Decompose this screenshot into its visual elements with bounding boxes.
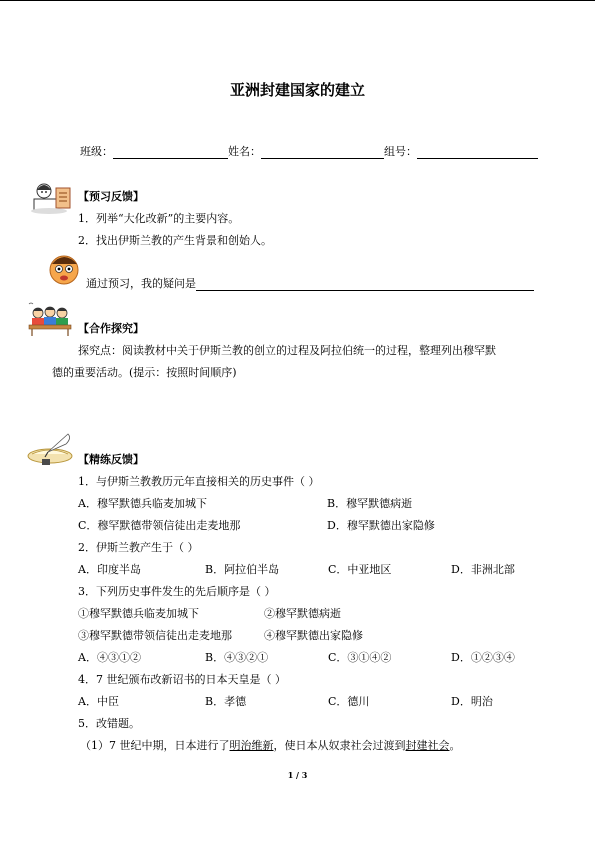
q2-option-c: C．中亚地区 — [328, 563, 392, 576]
q3-item-3: ③穆罕默德带领信徒出走麦地那 — [78, 629, 232, 642]
page-title: 亚洲封建国家的建立 — [229, 81, 365, 99]
q2-option-d: D．非洲北部 — [451, 563, 515, 576]
preview-question-1: 1．列举“大化改新”的主要内容。 — [78, 212, 240, 225]
q2-option-a: A．印度半岛 — [78, 563, 141, 576]
q3-option-a: A．④③①② — [78, 651, 141, 664]
top-border — [0, 0, 595, 1]
q4-option-d: D．明治 — [451, 695, 493, 708]
q1-option-a: A．穆罕默德兵临麦加城下 — [78, 497, 207, 510]
info-line — [80, 143, 538, 159]
q2-option-b: B．阿拉伯半岛 — [205, 563, 280, 576]
q3-option-c: C．③①④② — [328, 651, 392, 664]
q5-error-2: 封建社会 — [405, 739, 450, 752]
group-field[interactable] — [417, 146, 538, 159]
practice-question-3: 3．下列历史事件发生的先后顺序是（ ） — [78, 585, 276, 598]
q5-text-e: 。 — [449, 739, 461, 752]
q5-item-1 — [80, 737, 461, 753]
q5-error-1: 明治维新 — [229, 739, 274, 752]
quill-book-icon — [26, 432, 76, 468]
practice-heading: 【精练反馈】 — [78, 453, 144, 466]
page-number: 1 / 3 — [287, 770, 308, 780]
student-reading-icon — [30, 180, 74, 216]
name-field[interactable] — [261, 146, 384, 159]
preview-heading: 【预习反馈】 — [78, 190, 144, 203]
class-field[interactable] — [113, 146, 228, 159]
class-label: 班级： — [80, 145, 113, 158]
practice-question-2: 2．伊斯兰教产生于（ ） — [78, 541, 199, 554]
q4-option-c: C．德川 — [328, 695, 370, 708]
q1-option-b: B．穆罕默德病逝 — [327, 497, 413, 510]
thinking-face-icon — [47, 252, 83, 286]
q3-item-4: ④穆罕默德出家隐修 — [264, 629, 363, 642]
q5-text-c: ，使日本从奴隶社会过渡到 — [273, 739, 406, 752]
practice-question-4: 4．7 世纪颁布改新诏书的日本天皇是（ ） — [78, 673, 286, 686]
name-label: 姓名： — [228, 145, 261, 158]
practice-question-1: 1．与伊斯兰教教历元年直接相关的历史事件（ ） — [78, 475, 320, 488]
practice-question-5: 5．改错题。 — [78, 717, 140, 730]
q1-option-c: C．穆罕默德带领信徒出走麦地那 — [78, 519, 241, 532]
doubt-line — [86, 275, 534, 291]
q5-text-a: （1）7 世纪中期，日本进行了 — [80, 739, 230, 752]
q3-option-b: B．④③②① — [205, 651, 269, 664]
doubt-field[interactable] — [196, 278, 534, 291]
q3-item-1: ①穆罕默德兵临麦加城下 — [78, 607, 199, 620]
explore-line-1: 探究点：阅读教材中关于伊斯兰教的创立的过程及阿拉伯统一的过程，整理列出穆罕默 — [78, 344, 496, 357]
preview-question-2: 2．找出伊斯兰教的产生背景和创始人。 — [78, 234, 272, 247]
explore-line-2: 德的重要活动。(提示：按照时间顺序) — [52, 366, 237, 379]
q4-option-a: A．中臣 — [78, 695, 119, 708]
q3-item-2: ②穆罕默德病逝 — [264, 607, 341, 620]
group-study-icon — [26, 302, 74, 338]
q3-option-d: D．①②③④ — [451, 651, 515, 664]
group-label: 组号： — [384, 145, 417, 158]
doubt-label: 通过预习，我的疑问是 — [86, 277, 196, 290]
q4-option-b: B．孝德 — [205, 695, 247, 708]
q1-option-d: D．穆罕默德出家隐修 — [327, 519, 435, 532]
explore-heading: 【合作探究】 — [78, 322, 144, 335]
